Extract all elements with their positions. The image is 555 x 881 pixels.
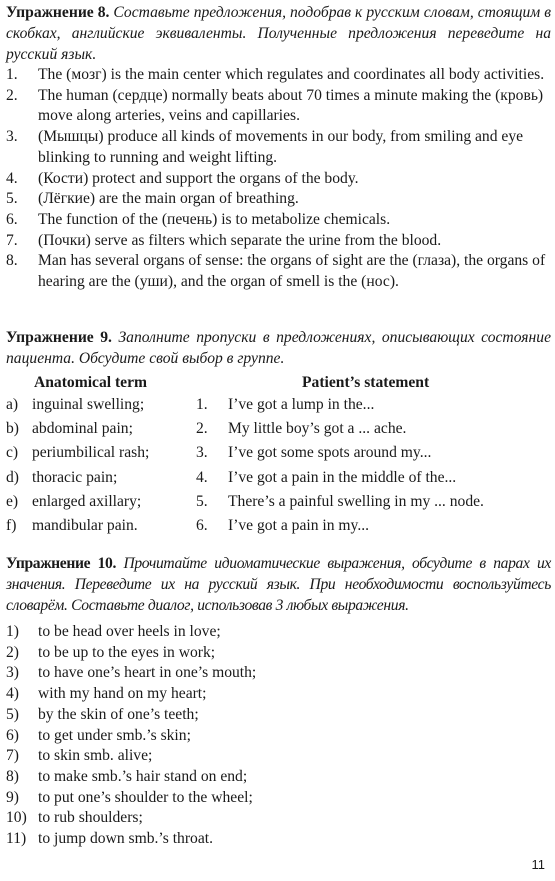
list-item: 9) to put one’s shoulder to the wheel; — [6, 788, 253, 806]
list-item: 4) with my hand on my heart; — [6, 685, 207, 703]
list-item: 3) to have one’s heart in one’s mouth; — [6, 664, 257, 682]
exercise-9-instruction: Заполните пропуски в предложениях, описывающих состояние пациента. Обсудите свой выбор в группе. — [6, 329, 551, 367]
table-row: b) abdominal pain; 2. My little boy’s got a ... ache. — [6, 420, 407, 438]
list-item: 7. (Почки) serve as filters which separate the urine from the blood. — [6, 231, 442, 249]
exercise-9-label: Упражнение 9. — [6, 329, 112, 346]
exercise-10-label: Упражнение 10. — [6, 555, 117, 572]
table-row: c) periumbilical rash; 3. I’ve got some spots around my... — [6, 444, 432, 462]
list-item: 2. The human (сердце) normally beats about 70 times a minute making the (кровь) move along arteries, veins and capillaries. — [6, 86, 544, 125]
table-row: e) enlarged axillary; 5. There’s a painful swelling in my ... node. — [6, 492, 484, 510]
list-item: 8) to make smb.’s hair stand on end; — [6, 767, 248, 785]
list-item: 6. The function of the (печень) is to metabolize chemicals. — [6, 210, 391, 228]
list-item: 7) to skin smb. alive; — [6, 747, 153, 765]
list-item: 4. (Кости) protect and support the organs of the body. — [6, 169, 359, 187]
list-item: 10) to rub shoulders; — [6, 809, 143, 827]
table-header — [6, 374, 551, 396]
page-number: 11 — [531, 857, 545, 872]
column-header-anatomical-term: Anatomical term — [34, 374, 148, 391]
exercise-10-instruction: Прочитайте идиоматические выражения, обсудите в парах их значения. Переведите их на русский язык. При необходимости воспользуйтесь словарём. Составьте диалог, использовав 3 любых выражения. — [6, 555, 551, 614]
list-item: 1. The (мозг) is the main center which regulates and coordinates all body activities. — [6, 66, 545, 83]
exercise-10-list — [6, 622, 551, 850]
exercise-8-heading — [6, 2, 551, 65]
list-item: 5. (Лёгкие) are the main organ of breathing. — [6, 190, 299, 208]
table-row: f) mandibular pain. 6. I’ve got a pain in my... — [6, 516, 370, 534]
list-item: 3. (Мышцы) produce all kinds of movements in our body, from smiling and eye blinking to running and weight lifting. — [6, 128, 524, 166]
list-item: 1) to be head over heels in love; — [6, 623, 221, 640]
exercise-9-matching-table — [6, 374, 551, 541]
exercise-10-heading — [6, 553, 551, 616]
exercise-8-list — [6, 65, 551, 293]
list-item: 5) by the skin of one’s teeth; — [6, 705, 199, 723]
list-item: 11) to jump down smb.’s throat. — [6, 830, 213, 848]
list-item: 2) to be up to the eyes in work; — [6, 643, 216, 661]
column-header-patient-statement: Patient’s statement — [302, 374, 430, 391]
list-item: 6) to get under smb.’s skin; — [6, 726, 191, 744]
list-item: 8. Man has several organs of sense: the organs of sight are the (глаза), the organs of hearing are the (уши), and the organ of smell is the (нос). — [6, 252, 546, 291]
exercise-8-instruction: Составьте предложения, подобрав к русским словам, стоящим в скобках, английские эквиваленты. Полученные предложения переведите на русский язык. — [6, 4, 551, 63]
table-row: a) inguinal swelling; 1. I’ve got a lump in the... — [6, 396, 375, 413]
exercise-8-label: Упражнение 8. — [6, 4, 110, 21]
exercise-9-heading — [6, 327, 551, 369]
table-row: d) thoracic pain; 4. I’ve got a pain in the middle of the... — [6, 468, 457, 486]
